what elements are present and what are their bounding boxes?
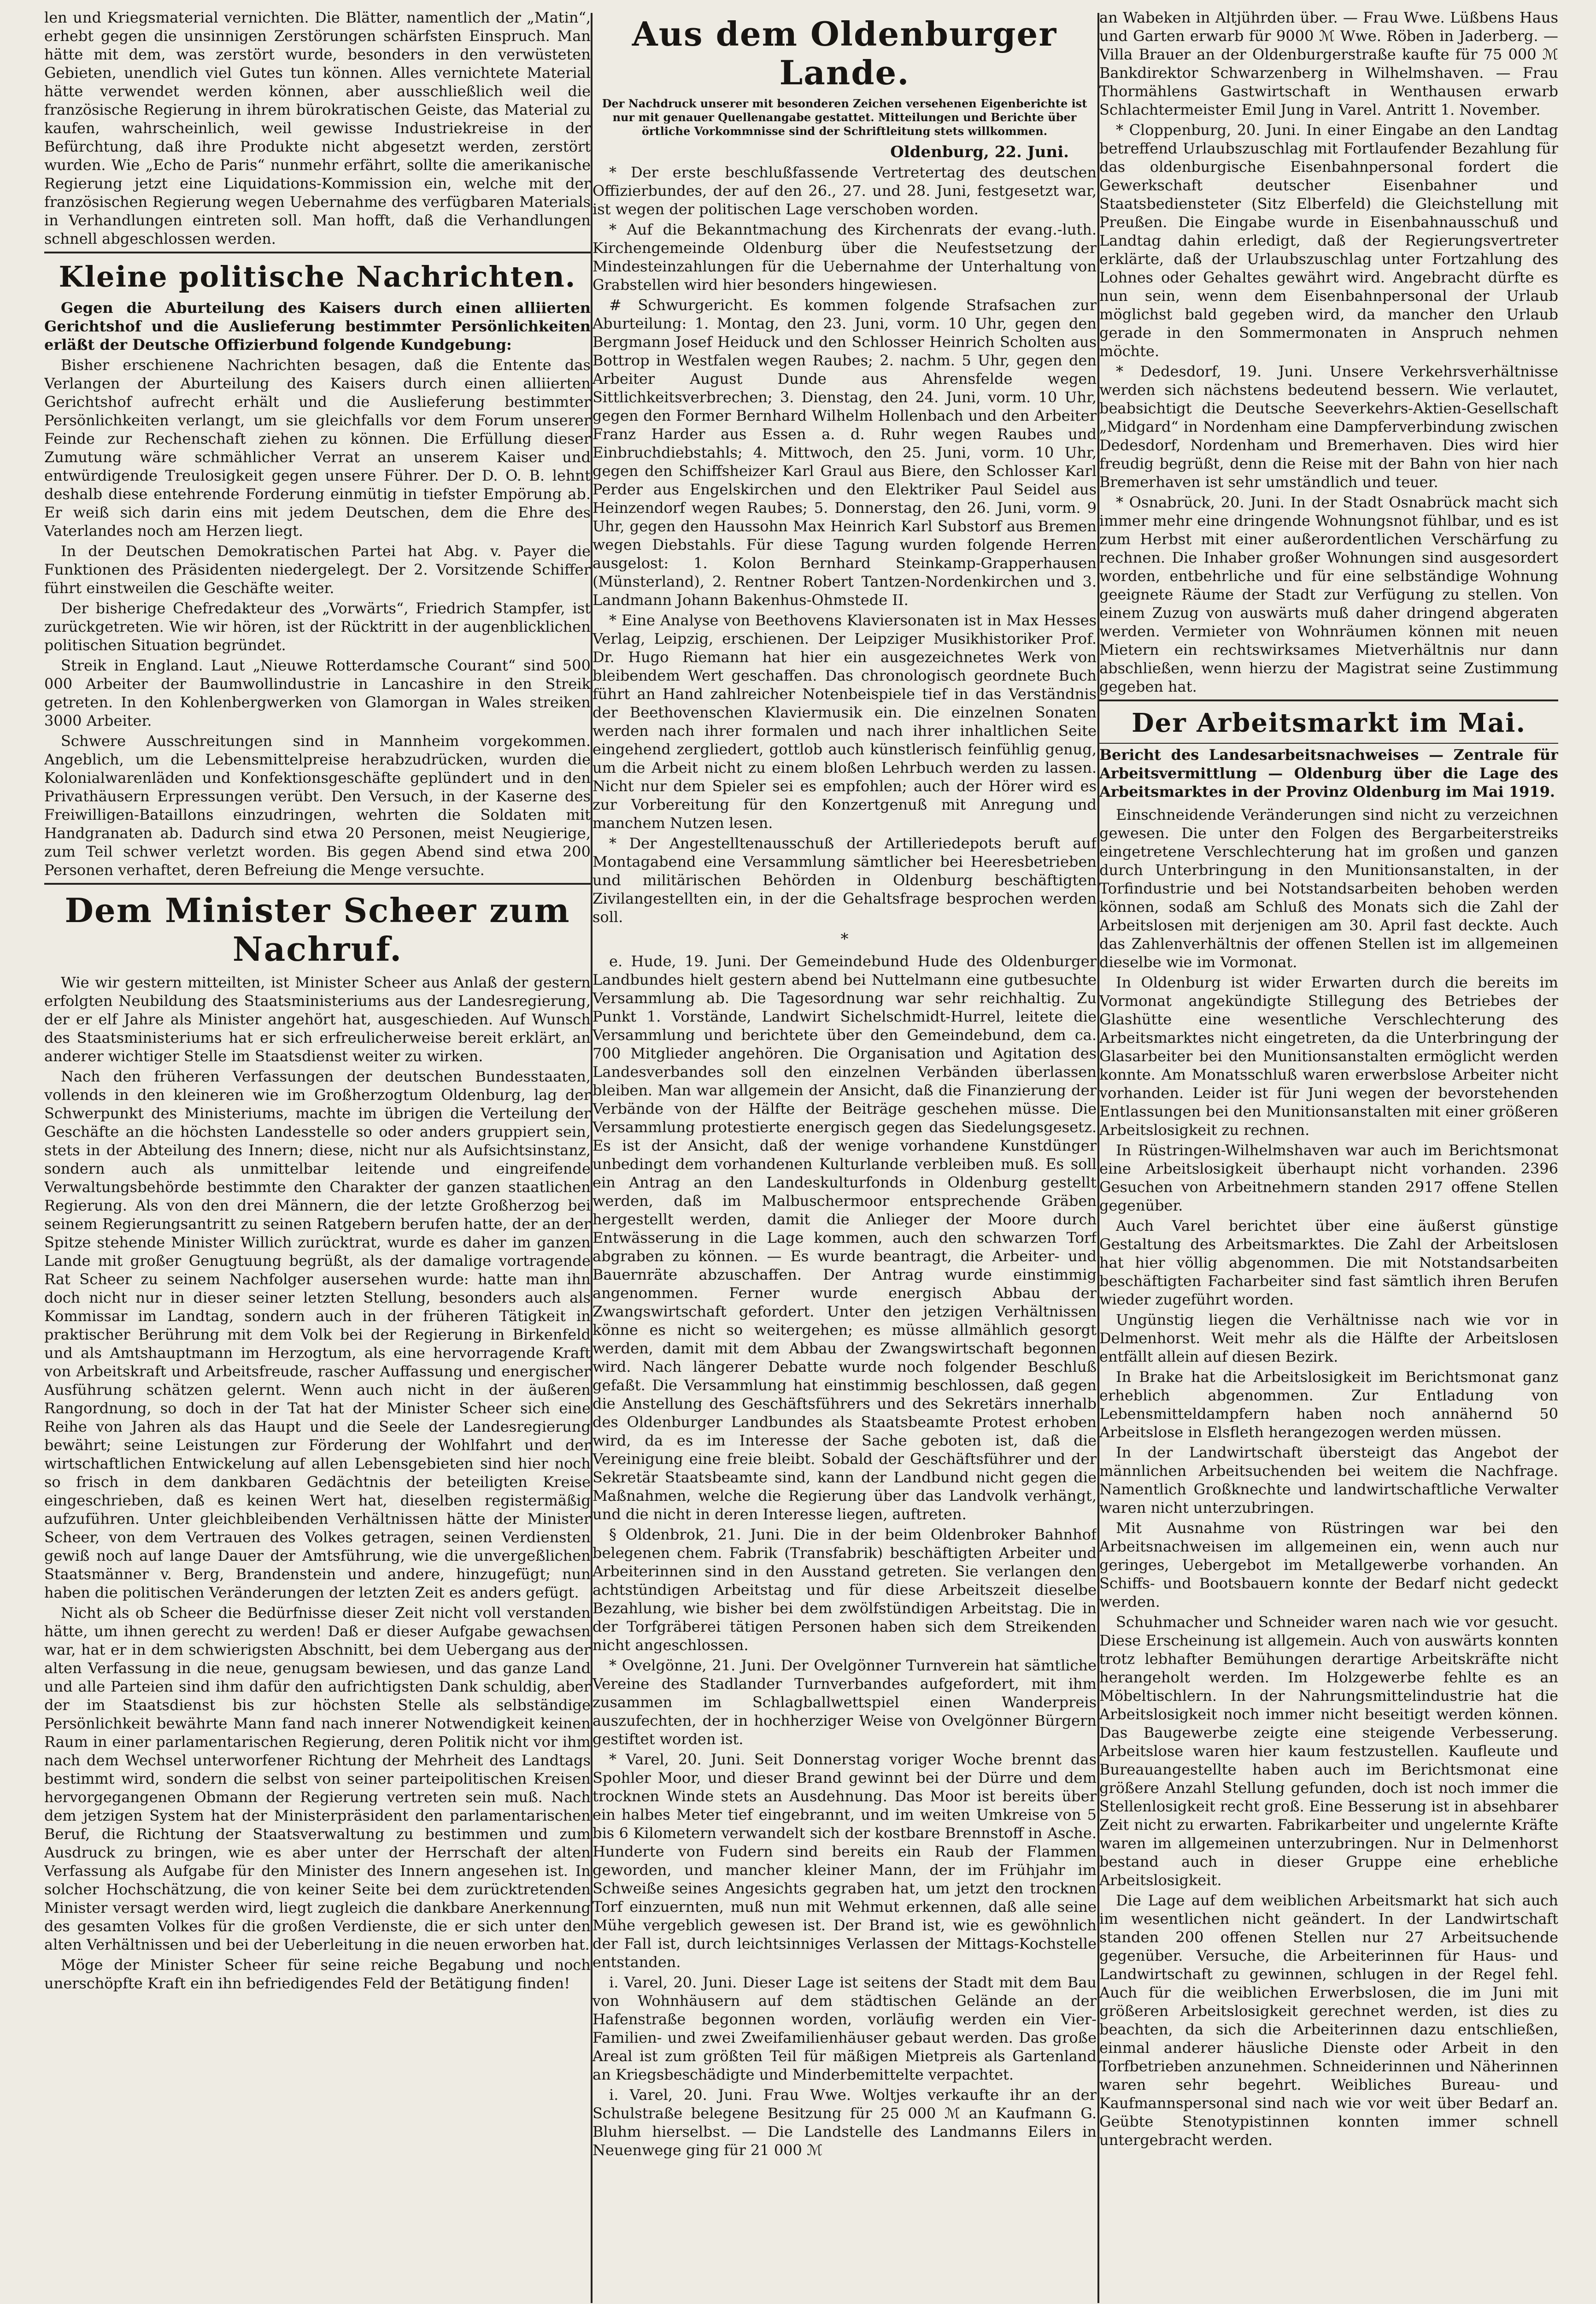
paragraph: i. Varel, 20. Juni. Dieser Lage ist seitens der Stadt mit dem Bau von Wohnhäusern auf dem städtischen Gelände an der Hafenstraße begonnen worden, vorläufig werden ein Vier-Familien- und zwei Zweifamilienhäuser gebaut werden. Das große Areal ist zum größten Teil für mäßigen Mietpreis als Gartenland an Kriegsbeschädigte und Minderbemittelte verpachtet. (593, 1974, 1097, 2083)
headline-oldenburger-lande: Aus dem Oldenburger Lande. (632, 14, 1057, 92)
paragraph: Mit Ausnahme von Rüstringen war bei den Arbeitsnachweisen im allgemeinen ein, wenn auch nur geringes, Uebergebot im Metallgewerbe vorhanden. An Schiffs- und Bootsbauern konnte der Bedarf nicht gedeckt werden. (1099, 1519, 1558, 1610)
paragraph: Nach den früheren Verfassungen der deutschen Bundesstaaten, vollends in den kleineren wie im Großherzogtum Oldenburg, lag der Schwerpunkt des Ministeriums, machte im übrigen die Verteilung der Geschäfte an die höchsten Landesstelle so oder anders gruppiert sein, stets in der Abteilung des Innern; diese, nicht nur als Aufsichtsinstanz, sondern auch als unmittelbar leitende und eingreifende Verwaltungsbehörde bestimmte den Charakter der ganzen staatlichen Regierung. Als von den drei Männern, die der letzte Großherzog bei seinem Regierungsantritt zu seinen Ratgebern berufen hatte, der an der Spitze stehende Minister Willich zurücktrat, wurde es daher im ganzen Lande mit großer Genugtuung begrüßt, als der damalige vortragende Rat Scheer zu seinem Nachfolger ausersehen wurde: hatte man ihn doch nicht nur in dieser seiner letzten Stellung, besonders auch als Kommissar im Landtag, sondern auch in der früheren Tätigkeit in praktischer Berührung mit dem Volk bei der Regierung in Birkenfeld und als Amtshauptmann im Herzogtum, als eine hervorragende Kraft von Arbeitskraft und Arbeitsfreude, rascher Auffassung und energischer Ausführung schätzen gelernt. Wenn auch nicht in der äußeren Rangordnung, so doch in der Tat hat der Minister Scheer sich eine Reihe von Jahren als das Haupt und die Seele der Landesregierung bewährt; seine Leistungen zur Förderung der Wohlfahrt und der wirtschaftlichen Entwickelung auf allen Lebensgebieten sind hier noch so frisch in dem dankbaren Gedächtnis der beteiligten Kreise eingeschrieben, daß es keinen Wert hat, dieselben registermäßig aufzuführen. Unter gleichbleibenden Verhältnissen hätte der Minister Scheer, von dem Vertrauen des Volkes getragen, seinen Verdiensten gewiß noch auf lange Dauer der Amtsführung, wie die unvergeßlichen Staatsmänner v. Berg, Brandenstein und andere, hinzugefügt; nun haben die politischen Veränderungen der letzten Zeit es anders gefügt. (44, 1068, 591, 1601)
column-3 (1099, 8, 1558, 2304)
paragraph: § Oldenbrok, 21. Juni. Die in der beim Oldenbroker Bahnhof belegenen chem. Fabrik (Transfabrik) beschäftigten Arbeiter und Arbeiterinnen sind in den Ausstand getreten. Sie verlangen den achtstündigen Arbeitstag und für diese Arbeitszeit dieselbe Bezahlung, wie bisher bei dem zwölfstündigen Arbeitstag. Die in der Torfgräberei tätigen Personen haben sich dem Streikenden nicht angeschlossen. (593, 1526, 1097, 1654)
paragraph: i. Varel, 20. Juni. Frau Wwe. Woltjes verkaufte ihr an der Schulstraße belegene Besitzung für 25 000 ℳ an Kaufmann G. Bluhm hierselbst. — Die Landstelle des Landmanns Eilers in Neuenwege ging für 21 000 ℳ (593, 2086, 1097, 2159)
paragraph: # Schwurgericht. Es kommen folgende Strafsachen zur Aburteilung: 1. Montag, den 23. Juni, vorm. 10 Uhr, gegen den Bergmann Josef Heiduck und den Schlosser Heinrich Scholten aus Bottrop in Westfalen wegen Raubes; 2. nachm. 5 Uhr, gegen den Arbeiter August Dunde aus Ahrensfelde wegen Sittlichkeitsverbrechen; 3. Dienstag, den 24. Juni, vorm. 10 Uhr, gegen den Former Bernhard Wilhelm Hollenbach und den Arbeiter Franz Harder aus Essen a. d. Ruhr wegen Raubes und Einbruchdiebstahls; 4. Mittwoch, den 25. Juni, vorm. 10 Uhr, gegen den Schiffsheizer Karl Graul aus Biere, den Schlosser Karl Perder aus Engelskirchen und den Elektriker Paul Seidel aus Heinzendorf wegen Raubes; 5. Donnerstag, den 26. Juni, vorm. 9 Uhr, gegen den Haussohn Max Heinrich Karl Substorf aus Bremen wegen Diebstahls. Für diese Tagung wurden folgende Herren ausgelost: 1. Kolon Bernhard Steinkamp-Grapperhausen (Münsterland), 2. Rentner Robert Tantzen-Nordenkirchen und 3. Landmann Johann Bakenhus-Ohmstede II. (593, 296, 1097, 609)
newspaper-page (44, 8, 1559, 2304)
article-continuation: len und Kriegsmaterial vernichten. Die Blätter, namentlich der „Matin“, erhebt gegen die unsinnigen Zerstörungen schärfsten Einspruch. Man hätte mit dem, was zerstört wurde, besonders in den verwüsteten Gebieten, unendlich viel Gutes tun können. Alles vernichtete Material hätte verwendet werden können, aber ausschließlich weil die französische Regierung in ihrem bürokratischen Geiste, das Material zu kaufen, wahrscheinlich, weil gewisse Industriekreise in der Befürchtung, daß ihre Produkte nicht abgesetzt werden, zerstört wurden. Wie „Echo de Paris“ nunmehr erfährt, sollte die amerikanische Regierung jetzt eine Liquidations-Kommission ein, welche mit der französischen Regierung wegen Uebernahme des verfügbaren Materials in Verhandlungen eintreten soll. Man hofft, daß die Verhandlungen schnell abgeschlossen werden. (44, 9, 591, 247)
divider (1099, 743, 1558, 744)
paragraph: * Ovelgönne, 21. Juni. Der Ovelgönner Turnverein hat sämtliche Vereine des Stadlander Turnverbandes aufgefordert, mit ihm zusammen im Schlagballwettspiel einen Wanderpreis auszufechten, der in hochherziger Weise von Ovelgönner Bürgern gestiftet worden ist. (593, 1657, 1097, 1748)
dateline: Oldenburg, 22. Juni. (890, 143, 1069, 161)
headline-kleine-politische-nachrichten: Kleine politische Nachrichten. (59, 260, 576, 294)
paragraph: * Dedesdorf, 19. Juni. Unsere Verkehrsverhältnisse werden sich nächstens bedeutend bessern. Wie verlautet, beabsichtigt die Deutsche Seeverkehrs-Aktien-Gesellschaft „Midgard“ in Nordenham eine Dampferverbindung zwischen Dedesdorf, Nordenham und Bremerhaven. Dies wird hier freudig begrüßt, denn die Reise mit der Bahn von hier nach Bremerhaven ist sehr umständlich und teuer. (1099, 363, 1558, 491)
report-intro: Bericht des Landesarbeitsnachweises — Zentrale für Arbeitsvermittlung — Oldenburg über die Lage des Arbeitsmarktes in der Provinz Oldenburg im Mai 1919. (1099, 746, 1558, 800)
column-1 (44, 8, 591, 2304)
headline-arbeitsmarkt: Der Arbeitsmarkt im Mai. (1132, 708, 1526, 738)
paragraph: Schuhmacher und Schneider waren nach wie vor gesucht. Diese Erscheinung ist allgemein. Auch von auswärts konnten trotz lebhafter Bemühungen derartige Arbeitskräfte nicht herangeholt werden. Im Holzgewerbe fehlte es an Möbeltischlern. In der Nahrungsmittelindustrie hat die Arbeitslosigkeit noch immer nicht beseitigt werden können. Das Baugewerbe zeigte eine steigende Verbesserung. Arbeitslose waren hier kaum festzustellen. Kaufleute und Bureauangestellte haben auch im Berichtsmonat eine größere Anzahl Stellung gefunden, doch ist noch immer die Stellenlosigkeit recht groß. Eine Besserung ist in absehbarer Zeit nicht zu erwarten. Fabrikarbeiter und ungelernte Kräfte waren im allgemeinen unterzubringen. Nur in Delmenhorst bestand auch in dieser Gruppe eine erhebliche Arbeitslosigkeit. (1099, 1613, 1558, 1889)
paragraph: Der bisherige Chefredakteur des „Vorwärts“, Friedrich Stampfer, ist zurückgetreten. Wie wir hören, ist der Rücktritt in der augenblicklichen politischen Situation begründet. (44, 600, 591, 654)
paragraph: * Der erste beschlußfassende Vertretertag des deutschen Offizierbundes, der auf den 26., 27. und 28. Juni, festgesetzt war, ist wegen der politischen Lage verschoben worden. (593, 164, 1097, 218)
headline-minister-scheer: Dem Minister Scheer zum Nachruf. (65, 891, 570, 969)
paragraph: e. Hude, 19. Juni. Der Gemeindebund Hude des Oldenburger Landbundes hielt gestern abend bei Nuttelmann eine gutbesuchte Versammlung ab. Die Tagesordnung war sehr reichhaltig. Zu Punkt 1. Vorstände, Landwirt Sichelschmidt-Hurrel, leitete die Versammlung und berichtete über den Gemeindebund, dem ca. 700 Mitglieder angehören. Die Organisation und Agitation des Landesverbandes soll den einzelnen Verbänden überlassen bleiben. Man war allgemein der Ansicht, daß die Finanzierung der Verbände von der Hälfte der Beiträge geschehen müsse. Die Versammlung protestierte energisch gegen das Siedelungsgesetz. Es ist der Ansicht, daß der wenige vorhandene Kunstdünger unbedingt dem vorhandenen Kulturlande verbleiben muß. Es soll ein Antrag an den Landeskulturfonds in Oldenburg gestellt werden, daß im Malbuschermoor entsprechende Gräben hergestellt werden, damit die Anlieger der Moore durch Entwässerung in die Lage kommen, auch den schwarzen Torf abgraben zu können. — Es wurde beantragt, die Arbeiter- und Bauernräte abzuschaffen. Der Antrag wurde einstimmig angenommen. Ferner wurde energisch Abbau der Zwangswirtschaft gefordert. Unter den jetzigen Verhältnissen könne es nicht so weitergehen; es müsse allmählich gesorgt werden, damit mit dem Abbau der Zwangswirtschaft begonnen wird. Nach längerer Debatte wurde noch folgender Beschluß gefaßt. Die Versammlung hat einstimmig beschlossen, daß gegen die Anstellung des Geschäftsführers und des Sekretärs innerhalb des Oldenburger Landbundes als Staatsbeamte Protest erhoben wird, da es im Interesse der Sache geboten ist, daß die Vereinigung eine freie bleibt. Sobald der Geschäftsführer und der Sekretär Staatsbeamte sind, kann der Landbund nicht gegen die Maßnahmen, welche die Regierung über das Landvolk verhängt, und die nicht in deren Interesse liegen, auftreten. (593, 952, 1097, 1523)
paragraph: Einschneidende Veränderungen sind nicht zu verzeichnen gewesen. Die unter den Folgen des Bergarbeiterstreiks eingetretene Verschlechterung hat im großen und ganzen durch Unterbringung in den Munitionsanstalten, in der Torfindustrie und bei Notstandsarbeiten behoben werden können, sodaß am Schluß des Monats sich die Zahl der Arbeitslosen mit derjenigen am 30. April fast deckte. Auch das Zahlenverhältnis der offenen Stellen ist im allgemeinen dieselbe wie im Vormonat. (1099, 806, 1558, 971)
paragraph: * Auf die Bekanntmachung des Kirchenrats der evang.-luth. Kirchengemeinde Oldenburg über die Neufestsetzung der Mindesteinzahlungen für die Uebernahme der Unterhaltung von Grabstellen wird hier besonders hingewiesen. (593, 221, 1097, 294)
paragraph: Streik in England. Laut „Nieuwe Rotterdamsche Courant“ sind 500 000 Arbeiter der Baumwollindustrie in Lancashire in den Streik getreten. In den Kohlenbergwerken von Glamorgan in Wales streiken 3000 Arbeiter. (44, 657, 591, 729)
paragraph: * Eine Analyse von Beethovens Klaviersonaten ist in Max Hesses Verlag, Leipzig, erschienen. Der Leipziger Musikhistoriker Prof. Dr. Hugo Riemann hat hier ein ausgezeichnetes Werk von bleibendem Wert geschaffen. Das chronologisch geordnete Buch führt an Hand zahlreicher Notenbeispiele tief in das Verständnis der Beethovenschen Klaviermusik ein. Die einzelnen Sonaten werden nach ihrer formalen und nach ihrer inhaltlichen Seite eingehend zergliedert, gottlob auch künstlerisch feinfühlig genug, um die Arbeit nicht zu einem bloßen Lehrbuch werden zu lassen. Nicht nur dem Spieler sei es empfohlen; auch der Hörer wird es zur Vorbereitung für den Konzertgenuß mit Anregung und manchem Nutzen lesen. (593, 611, 1097, 832)
section-separator: * (840, 930, 849, 948)
paragraph: Schwere Ausschreitungen sind in Mannheim vorgekommen. Angeblich, um die Lebensmittelpreise herabzudrücken, wurden die Kolonialwarenläden und Konfektionsgeschäfte geplündert und in den Privathäusern Erpressungen verübt. Den Versuch, in der Kaserne des Freiwilligen-Bataillons einzudringen, wehrten die Soldaten mit Handgranaten ab. Dadurch sind etwa 20 Personen, meist Neugierige, zum Teil schwer verletzt worden. Bis gegen Abend sind etwa 200 Personen verhaftet, deren Befreiung die Menge versuchte. (44, 732, 591, 879)
reprint-notice: Der Nachdruck unserer mit besonderen Zeichen versehenen Eigenberichte ist nur mit genauer Quellenangabe gestattet. Mitteilungen und Berichte über örtliche Vorkommnisse sind der Schriftleitung stets willkommen. (602, 97, 1087, 138)
paragraph: In Brake hat die Arbeitslosigkeit im Berichtsmonat ganz erheblich abgenommen. Zur Entladung von Lebensmitteldampfern haben noch annähernd 50 Arbeitslose in Elsfleth herangezogen werden müssen. (1099, 1368, 1558, 1441)
paragraph: * Osnabrück, 20. Juni. In der Stadt Osnabrück macht sich immer mehr eine dringende Wohnungsnot fühlbar, und es ist zum Herbst mit einer außerordentlichen Verschärfung zu rechnen. Die Inhaber großer Wohnungen sind ausgesordert worden, entbehrliche und für eine selbständige Wohnung geeignete Räume der Stadt zur Verfügung zu stellen. Von einem Zuzug von auswärts muß daher dringend abgeraten werden. Vermieter von Wohnräumen können mit neuen Mietern ein rechtswirksames Mietverhältnis nur dann abschließen, wenn hierzu der Magistrat seine Zustimmung gegeben hat. (1099, 494, 1558, 695)
paragraph: Möge der Minister Scheer für seine reiche Begabung und noch unerschöpfte Kraft ein ihn befriedigendes Feld der Betätigung finden! (44, 1956, 591, 1992)
article-continuation: an Wabeken in Altjührden über. — Frau Wwe. Lüßbens Haus und Garten erwarb für 9000 ℳ Wwe. Röben in Jaderberg. — Villa Brauer an der Oldenburgerstraße kaufte für 75 000 ℳ Bankdirektor Schwarzenberg in Wilhelmshaven. — Frau Thormählens Gastwirtschaft in Wenthausen erwarb Schlachtermeister Emil Jung in Varel. Antritt 1. November. (1099, 9, 1558, 118)
divider (44, 883, 591, 885)
paragraph: Ungünstig liegen die Verhältnisse nach wie vor in Delmenhorst. Weit mehr als die Hälfte der Arbeitslosen entfällt allein auf diesen Bezirk. (1099, 1311, 1558, 1365)
paragraph: Gegen die Aburteilung des Kaisers durch einen alliierten Gerichtshof und die Auslieferung bestimmter Persönlichkeiten erläßt der Deutsche Offizierbund folgende Kundgebung: (44, 299, 591, 353)
paragraph: * Cloppenburg, 20. Juni. In einer Eingabe an den Landtag betreffend Urlaubszuschlag mit Fortlaufender Bezahlung für das oldenburgische Eisenbahnpersonal fordert die Gewerkschaft deutscher Eisenbahner und Staatsbediensteter (Sitz Elberfeld) die Gleichstellung mit Preußen. Die Eingabe wurde in Eisenbahnausschuß und Landtag dahin erledigt, daß der Regierungsvertreter erklärte, daß der Urlaubszuschlag unter Fortzahlung des Lohnes oder Gehaltes gewährt wird. Angebracht dürfte es nun sein, wenn dem Eisenbahnpersonal der Urlaub möglichst bald gegeben wird, da mancher den Urlaub gerade in den Sommermonaten in Anspruch nehmen möchte. (1099, 121, 1558, 360)
column-2 (593, 8, 1097, 2304)
paragraph: In Rüstringen-Wilhelmshaven war auch im Berichtsmonat eine Arbeitslosigkeit überhaupt nicht vorhanden. 2396 Gesuchen von Arbeitnehmern standen 2917 offene Stellen gegenüber. (1099, 1141, 1558, 1214)
paragraph: Bisher erschienene Nachrichten besagen, daß die Entente das Verlangen der Aburteilung des Kaisers durch einen alliierten Gerichtshof aufrecht erhält und die Auslieferung bestimmter Persönlichkeiten verlangt, um sie gleichfalls vor dem Forum unserer Feinde zur Rechenschaft ziehen zu können. Die Erfüllung dieser Zumutung wäre schmählicher Verrat an unserem Kaiser und entwürdigende Treulosigkeit gegen unsere Führer. Der D. O. B. lehnt deshalb diese entehrende Forderung einmütig in tiefster Empörung ab. Er weiß sich darin eins mit jedem Deutschen, dem die Ehre des Vaterlandes noch am Herzen liegt. (44, 356, 591, 540)
divider (44, 252, 591, 253)
paragraph: Nicht als ob Scheer die Bedürfnisse dieser Zeit nicht voll verstanden hätte, um ihnen gerecht zu werden! Daß er dieser Aufgabe gewachsen war, hat er in dem schwierigsten Abschnitt, bei dem Uebergang aus der alten Verfassung in die neue, genugsam bewiesen, und das ganze Land und alle Parteien sind ihm dafür den aufrichtigsten Dank schuldig, aber der im Staatsdienst bis zur höchsten Stelle als selbständige Persönlichkeit bewährte Mann fand nach innerer Notwendigkeit keinen Raum in einer parlamentarischen Regierung, deren Politik nicht vor ihm nach dem Wechsel unterworfener Richtung der Mehrheit des Landtags bestimmt wird, sondern die selbst von seiner parteipolitischen Kreisen hervorgegangenen Obmann der Regierung vertreten sein muß. Nach dem jetzigen System hat der Ministerpräsident den parlamentarischen Beruf, die Richtung der Staatsverwaltung zu bestimmen und zum Ausdruck zu bringen, wie es aber unter der Herrschaft der alten Verfassung als Aufgabe für den Minister des Innern angesehen ist. In solcher Hochschätzung, die von keiner Seite bei dem zurücktretenden Minister versagt werden wird, liegt zugleich die dankbare Anerkennung des gesamten Volkes für die großen Verdienste, die er sich unter den alten Verhältnissen und bei der Ueberleitung in die neuen erworben hat. (44, 1604, 591, 1953)
paragraph: Wie wir gestern mitteilten, ist Minister Scheer aus Anlaß der gestern erfolgten Neubildung des Staatsministeriums aus der Landesregierung, der er elf Jahre als Minister angehört hat, ausgeschieden. Auf Wunsch des Staatsministeriums hat er sich erfreulicherweise bereit erklärt, an anderer wichtiger Stelle im Staatsdienst weiter zu wirken. (44, 974, 591, 1065)
paragraph: * Der Angestelltenausschuß der Artilleriedepots beruft auf Montagabend eine Versammlung sämtlicher bei Heeresbetrieben und militärischen Behörden in Oldenburg beschäftigten Zivilangestellten ein, in der die Gehaltsfrage besprochen werden soll. (593, 835, 1097, 926)
paragraph: In der Landwirtschaft übersteigt das Angebot der männlichen Arbeitsuchenden bei weitem die Nachfrage. Namentlich Großknechte und landwirtschaftliche Verwalter waren nicht unterzubringen. (1099, 1444, 1558, 1516)
paragraph: Die Lage auf dem weiblichen Arbeitsmarkt hat sich auch im wesentlichen nicht geändert. In der Landwirtschaft standen 200 offenen Stellen nur 27 Arbeitsuchende gegenüber. Versuche, die Arbeiterinnen für Haus- und Landwirtschaft zu gewinnen, schlugen in der Regel fehl. Auch für die weiblichen Erwerbslosen, die im Juni mit größeren Arbeitslosigkeit gerechnet werden, ist dies zu beachten, da sich die Arbeiterinnen dazu entschließen, einmal anderer häusliche Dienste oder Arbeit in den Torfbetrieben anzunehmen. Schneiderinnen und Näherinnen waren sehr begehrt. Weibliches Bureau- und Kaufmannspersonal sind nach wie vor weit über Bedarf an. Geübte Stenotypistinnen konnten immer schnell untergebracht werden. (1099, 1892, 1558, 2149)
paragraph: In Oldenburg ist wider Erwarten durch die bereits im Vormonat angekündigte Stillegung des Betriebes der Glashütte eine wesentliche Verschlechterung des Arbeitsmarktes nicht eingetreten, da die Unterbringung der Glasarbeiter bei den Munitionsanstalten ermöglicht werden konnte. Am Monatsschluß waren erwerbslose Arbeiter nicht vorhanden. Leider ist für Juni wegen der bevorstehenden Entlassungen bei den Munitionsanstalten mit einer größeren Arbeitslosigkeit zu rechnen. (1099, 974, 1558, 1139)
paragraph: * Varel, 20. Juni. Seit Donnerstag voriger Woche brennt das Spohler Moor, und dieser Brand gewinnt bei der Dürre und dem trocknen Winde stets an Ausdehnung. Das Moor ist bereits über ein halbes Meter tief eingebrannt, und im weiten Umkreise von 5 bis 6 Kilometern verwandelt sich der kostbare Brennstoff in Asche. Hunderte von Fudern sind bereits ein Raub der Flammen geworden, und mancher kleiner Mann, der im Frühjahr im Schweiße seines Angesichts gegraben hat, um jetzt den trocknen Torf einzuernten, muß nun mit Wehmut erkennen, daß alle seine Mühe vergeblich gewesen ist. Der Brand ist, wie es gewöhnlich der Fall ist, durch leichtsinniges Verlassen der Mittags-Kochstelle entstanden. (593, 1751, 1097, 1971)
paragraph: In der Deutschen Demokratischen Partei hat Abg. v. Payer die Funktionen des Präsidenten niedergelegt. Der 2. Vorsitzende Schiffer führt einstweilen die Geschäfte weiter. (44, 542, 591, 597)
divider (1099, 699, 1558, 701)
paragraph: Auch Varel berichtet über eine äußerst günstige Gestaltung des Arbeitsmarktes. Die Zahl der Arbeitslosen hat hier völlig abgenommen. Die mit Notstandsarbeiten beschäftigten Facharbeiter sind fast sämtlich ihren Berufen wieder zugeführt worden. (1099, 1217, 1558, 1308)
